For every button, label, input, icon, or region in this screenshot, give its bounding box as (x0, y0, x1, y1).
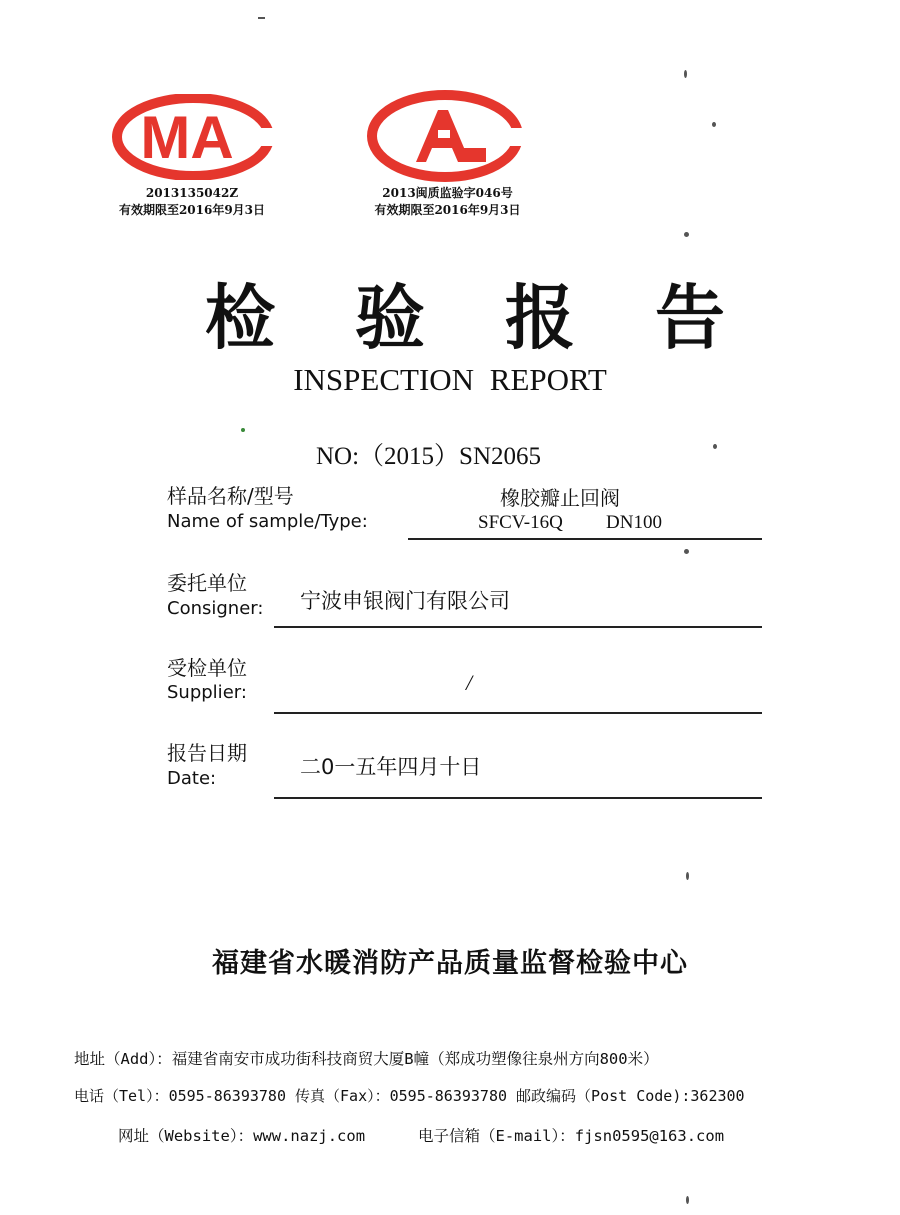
supplier-label-en: Supplier: (167, 682, 247, 703)
cma-mark: MA (140, 104, 234, 171)
title-char: 告 (655, 276, 725, 359)
cma-code (102, 185, 282, 219)
page-title-en: INSPECTION REPORT (293, 362, 607, 397)
contact-address: 地址（Add）：福建省南安市成功街科技商贸大厦B幢（郑成功塑像往泉州方向800米） (74, 1050, 659, 1068)
supplier-underline (274, 712, 762, 714)
report-number: NO:（2015）SN2065 (316, 443, 542, 470)
cma-seal-icon (112, 94, 274, 184)
supplier-label-cn: 受检单位 (167, 656, 247, 680)
consigner-label-cn: 委托单位 (167, 571, 247, 595)
contact-phone: 电话（Tel）：0595-86393780 传真（Fax）：0595-86393780 邮政编码（Post Code):362300 (74, 1087, 745, 1105)
scan-speck (684, 549, 689, 554)
scan-speck (686, 1196, 689, 1204)
date-value: 二0一五年四月十日 (300, 755, 482, 779)
date-underline (274, 797, 762, 799)
date-label-cn: 报告日期 (167, 741, 247, 765)
sample-model-value: SFCV-16Q (478, 512, 563, 533)
contact-website: 网址（Website）：www.nazj.com (118, 1127, 366, 1145)
scan-speck (713, 444, 717, 449)
cal-validity: 有效期限至2016年9月3日 (374, 203, 521, 217)
page-title-cn (205, 262, 725, 363)
cma-number: 2013135042Z (145, 186, 239, 200)
title-char: 验 (355, 276, 425, 359)
cma-validity: 有效期限至2016年9月3日 (118, 203, 266, 217)
cal-seal-icon (366, 90, 524, 186)
supplier-value: / (466, 670, 473, 695)
sample-label-en: Name of sample/Type: (167, 511, 368, 532)
scan-speck (712, 122, 716, 127)
contact-email: 电子信箱（E-mail）：fjsn0595@163.com (418, 1127, 725, 1145)
scan-speck (258, 17, 265, 19)
sample-label-cn: 样品名称/型号 (167, 484, 294, 508)
scan-speck (241, 428, 245, 432)
sample-size-value: DN100 (606, 512, 662, 533)
scan-speck (686, 872, 689, 880)
scan-speck (684, 70, 687, 78)
consigner-label-en: Consigner: (167, 598, 264, 619)
consigner-value: 宁波申银阀门有限公司 (300, 589, 510, 613)
date-label-en: Date: (167, 768, 217, 789)
scan-speck (684, 232, 689, 237)
sample-underline (408, 538, 762, 540)
cal-code (355, 185, 540, 219)
sample-name-value: 橡胶瓣止回阀 (500, 486, 620, 510)
title-char: 检 (205, 276, 275, 359)
title-char: 报 (505, 276, 575, 359)
consigner-underline (274, 626, 762, 628)
organization-name: 福建省水暖消防产品质量监督检验中心 (212, 948, 688, 979)
cal-number: 2013闽质监验字046号 (382, 186, 513, 200)
